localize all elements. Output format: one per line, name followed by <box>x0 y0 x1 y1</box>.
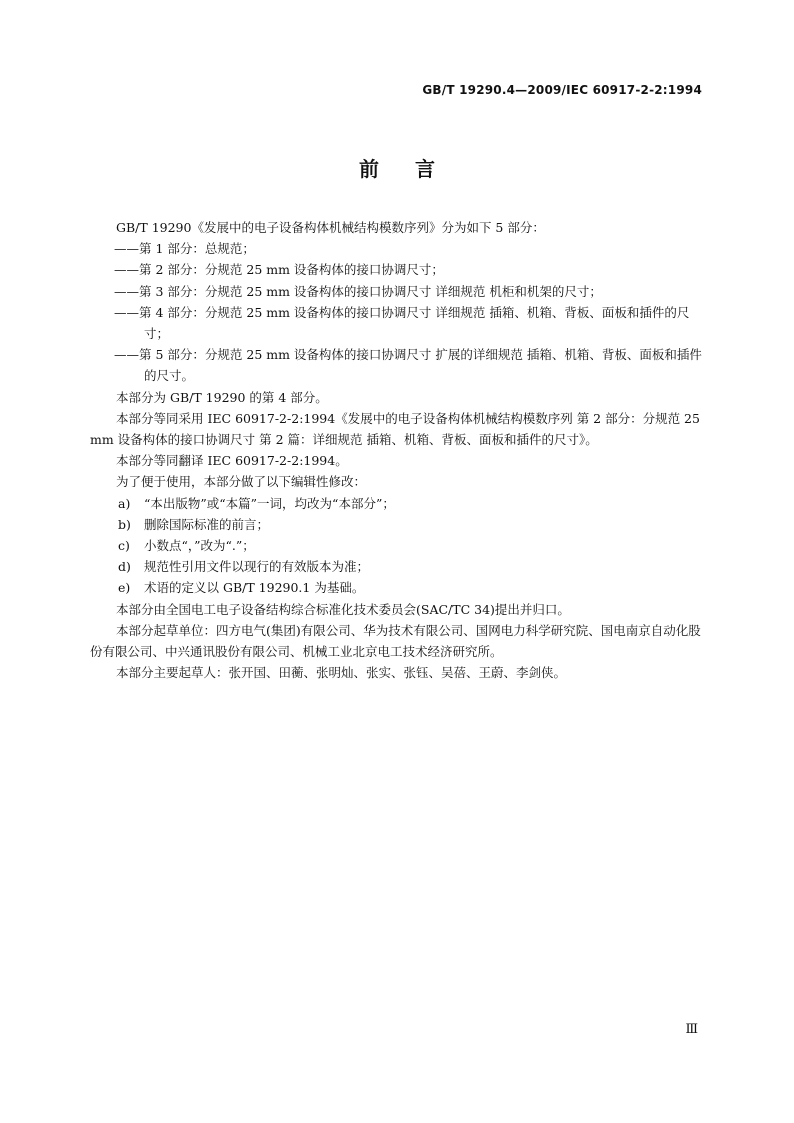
this-part-paragraph: 本部分为 GB/T 19290 的第 4 部分。 <box>116 389 328 405</box>
drafting-units-paragraph: 本部分起草单位：四方电气(集团)有限公司、华为技术有限公司、国网电力科学研究院、国电南京自动化股份有限公司、中兴通讯股份有限公司、机械工业北京电工技术经济研究所。 <box>90 622 701 660</box>
adoption-paragraph: 本部分等同采用 IEC 60917-2-2:1994《发展中的电子设备构体机械结构模数序列 第 2 部分：分规范 25 mm 设备构体的接口协调尺寸 第 2 篇：详细规范 插箱、机箱、背板、面板和插件的尺寸》。 <box>90 410 700 448</box>
edit-item-b <box>90 514 710 535</box>
edit-item-c <box>90 535 710 556</box>
page-title: 前言 <box>359 157 471 181</box>
part-3-item: ——第 3 部分：分规范 25 mm 设备构体的接口协调尺寸 详细规范 机柜和机架的尺寸； <box>114 283 602 299</box>
page-number: Ⅲ <box>685 1022 698 1037</box>
foreword-body <box>90 217 710 683</box>
edit-intro-paragraph: 为了便于使用，本部分做了以下编辑性修改： <box>116 474 367 490</box>
page-header-standard-number: GB/T 19290.4—2009/IEC 60917-2-2:1994 <box>422 83 702 97</box>
edit-marker: b) <box>118 516 131 532</box>
part-2-item: ——第 2 部分：分规范 25 mm 设备构体的接口协调尺寸； <box>114 262 444 278</box>
part-1-item: ——第 1 部分：总规范； <box>114 241 255 257</box>
edit-text: 小数点“，”改为“.”； <box>144 538 255 554</box>
intro-paragraph: GB/T 19290《发展中的电子设备构体机械结构模数序列》分为如下 5 部分： <box>116 220 545 235</box>
edit-item-e <box>90 577 710 598</box>
edit-text: “本出版物”或“本篇”一词，均改为“本部分”； <box>144 495 395 511</box>
proposed-paragraph: 本部分由全国电工电子设备结构综合标准化技术委员会(SAC/TC 34)提出并归口。 <box>116 601 570 617</box>
edit-marker: e) <box>118 580 131 596</box>
part-4-item: ——第 4 部分：分规范 25 mm 设备构体的接口协调尺寸 详细规范 插箱、机箱、背板、面板和插件的尺寸； <box>114 304 690 342</box>
edit-text: 规范性引用文件以现行的有效版本为准； <box>144 559 370 575</box>
edit-marker: d) <box>118 559 131 575</box>
edit-text: 删除国际标准的前言； <box>144 516 270 532</box>
edit-item-d <box>90 556 710 577</box>
edit-item-a <box>90 493 710 514</box>
edit-marker: c) <box>118 538 130 554</box>
drafters-paragraph: 本部分主要起草人：张开国、田蘅、张明灿、张实、张钰、吴蓓、王蔚、李剑侠。 <box>116 665 567 681</box>
edit-text: 术语的定义以 GB/T 19290.1 为基础。 <box>144 580 365 596</box>
translation-paragraph: 本部分等同翻译 IEC 60917-2-2:1994。 <box>116 453 348 469</box>
edit-marker: a) <box>118 495 131 511</box>
part-5-item: ——第 5 部分：分规范 25 mm 设备构体的接口协调尺寸 扩展的详细规范 插箱、机箱、背板、面板和插件的尺寸。 <box>114 347 702 384</box>
